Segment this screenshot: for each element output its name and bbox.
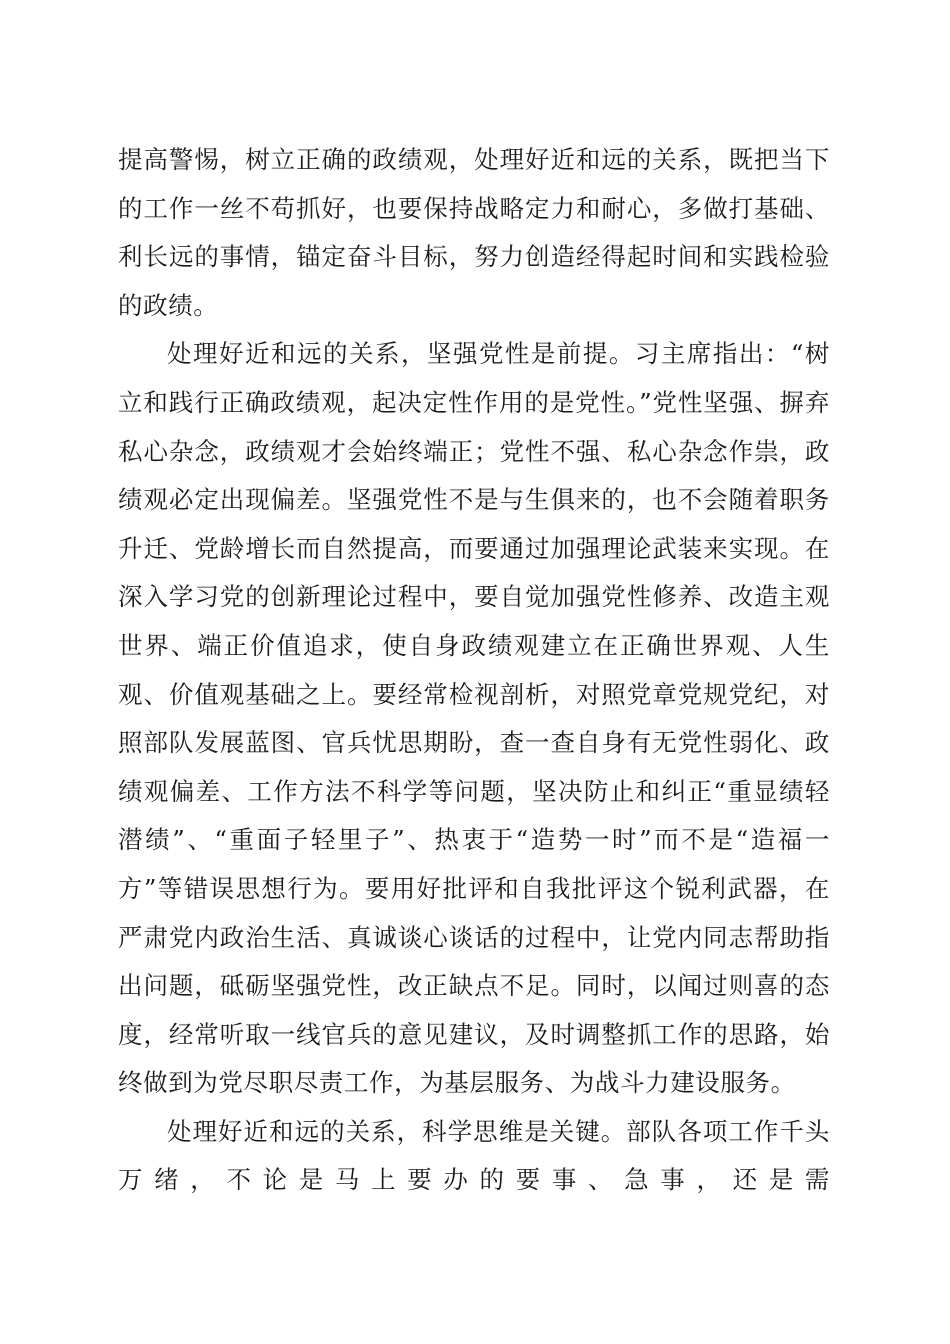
paragraph-scientific-thinking: 处理好近和远的关系，科学思维是关键。部队各项工作千头万绪，不论是马上要办的要事、急事，还是需 — [118, 1116, 830, 1195]
paragraph-continuation: 提高警惕，树立正确的政绩观，处理好近和远的关系，既把当下的工作一丝不苟抓好，也要保持战略定力和耐心，多做打基础、利长远的事情，锚定奋斗目标，努力创造经得起时间和实践检验的政绩。 — [118, 145, 830, 320]
paragraph-party-spirit: 处理好近和远的关系，坚强党性是前提。习主席指出：“树立和践行正确政绩观，起决定性作用的是党性。”党性坚强、摒弃私心杂念，政绩观才会始终端正；党性不强、私心杂念作祟，政绩观必定出现偏差。坚强党性不是与生俱来的，也不会随着职务升迁、党龄增长而自然提高，而要通过加强理论武装来实现。在深入学习党的创新理论过程中，要自觉加强党性修养、改造主观世界、端正价值追求，使自身政绩观建立在正确世界观、人生观、价值观基础之上。要经常检视剖析，对照党章党规党纪，对照部队发展蓝图、官兵忧思期盼，查一查自身有无党性弱化、政绩观偏差、工作方法不科学等问题，坚决防止和纠正“重显绩轻潜绩”、“重面子轻里子”、热衷于“造势一时”而不是“造福一方”等错误思想行为。要用好批评和自我批评这个锐利武器，在严肃党内政治生活、真诚谈心谈话的过程中，让党内同志帮助指出问题，砥砺坚强党性，改正缺点不足。同时，以闻过则喜的态度，经常听取一线官兵的意见建议，及时调整抓工作的思路，始终做到为党尽职尽责工作，为基层服务、为战斗力建设服务。 — [118, 339, 830, 1098]
document-body — [118, 136, 830, 1205]
